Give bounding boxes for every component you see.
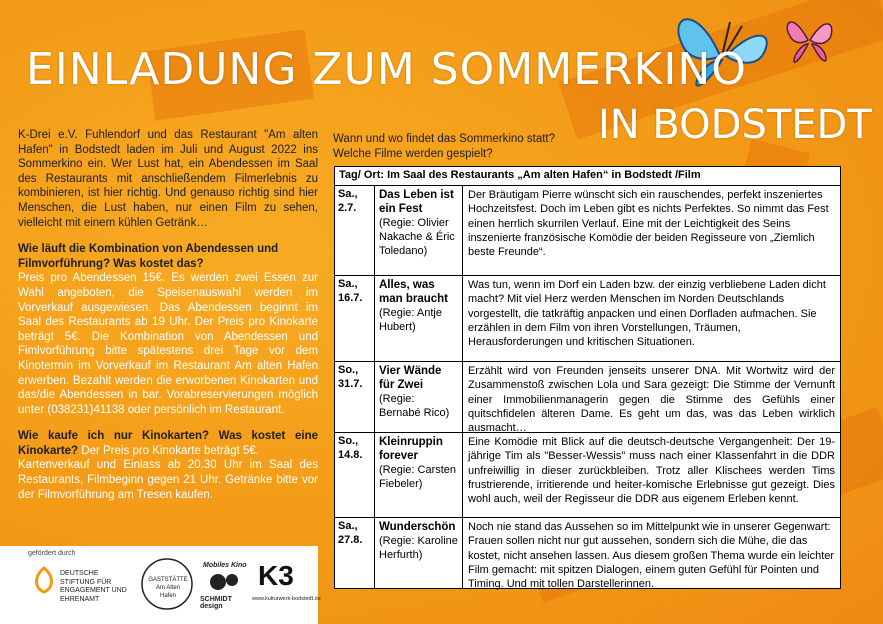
sponsor-website[interactable]: www.kulturwerk-bodstedt.de	[252, 596, 321, 602]
answer-tickets-price: Der Preis pro Kinokarte beträgt 5€.	[78, 444, 259, 457]
table-row	[335, 518, 840, 591]
table-row	[335, 362, 840, 433]
answer-combination: Preis pro Abendessen 15€. Es werden zwei Essen zur Wahl angeboten, die Speisenauswahl werden im Vorverkauf ausgewiesen. Das Abendessen beginnt im Saal des Restaurants ab 19 Uhr. Der Preis pro Kinokarte beträgt 5€. Die Kombination von Abendessen und Fimlvorführung bitte spätestens drei Tage vor dem Kinotermin im Vorverkauf im Restaurant Am alten Hafen erwerben. Bezahlt werden die erworbenen Kinokarten und das/die Abendessen in bar. Vorabreservierungen möglich unter (038231)41138 oder persönlich im Restaurant.	[18, 272, 318, 416]
stiftung-logo-icon	[32, 566, 56, 594]
sponsor-mobiles-kino: Mobiles Kino	[203, 562, 247, 569]
film-title: Das Leben ist ein Fest	[379, 189, 454, 215]
film-schedule-table	[334, 166, 841, 589]
question-combination: Wie läuft die Kombination von Abendessen und Filmvorführung? Was kostet das?	[18, 243, 279, 270]
film-description: Erzählt wird von Freunden jenseits unserer DNA. Mit Wortwitz wird der Zusammenstoß zwischen Lola und Sara gezeigt: Die Stimme der Vernunft einer Immobilienmanagerin gegen die Stimme des Gefühls einer quitschfidelen älteren Dame. Es geht um das, was das Leben wirklich ausmacht…	[468, 365, 835, 435]
sponsor-gaststaette: GASTSTÄTTE Am Alten Hafen	[148, 577, 188, 599]
table-row	[335, 433, 840, 518]
film-director: (Regie: Karoline Herfurth)	[379, 535, 458, 561]
film-director: (Regie: Olivier Nakache & Éric Toledano)	[379, 217, 455, 257]
question-tickets: Wie kaufe ich nur Kinokarten? Was kostet eine Kinokarte?	[18, 430, 318, 457]
film-director: (Regie: Bernabé Rico)	[379, 393, 450, 419]
row-date: So., 14.8.	[335, 433, 375, 517]
table-row	[335, 186, 840, 276]
question-films: Welche Filme werden gespielt?	[333, 147, 493, 160]
row-date: Sa., 27.8.	[335, 518, 375, 588]
film-description: Was tun, wenn im Dorf ein Laden bzw. der einzig verbliebene Laden dicht macht? Mit viel Herz werden Menschen im Norden Deutschlands vorgestellt, die tatkräftig anpacken und einen Dorfladen aufmachen. Sie erzählen in dem Film von ihren Vorstellungen, Träumen, Herausforderungen und kritischen Situationen.	[468, 279, 826, 349]
film-director: (Regie: Carsten Fiebeler)	[379, 464, 457, 490]
row-date: Sa., 16.7.	[335, 276, 375, 361]
butterfly-pink-icon	[782, 10, 836, 70]
sponsor-k3: K3	[258, 560, 294, 591]
film-title: Wunderschön	[379, 521, 456, 533]
film-director: (Regie: Antje Hubert)	[379, 307, 442, 333]
sponsor-schmidt-design: SCHMIDT design	[200, 596, 232, 610]
table-row	[335, 276, 840, 362]
answer-tickets: Kartenverkauf und Einlass ab 20.30 Uhr im Saal des Restaurants, Filmbeginn gegen 21 Uhr. Getränke bitte vor der Filmvorführung am Tresen kaufen.	[18, 459, 318, 501]
intro-text: K-Drei e.V. Fuhlendorf und das Restaurant "Am alten Hafen" in Bodstedt laden im Juli und August 2022 ins Sommerkino ein. Wer Lust hat, ein Abendessen im Saal des Restaurants mit anschließendem Filmerlebnis zu kombinieren, ist hier richtig. Und genauso richtig sind hier Menschen, die Lust haben, nur einen Film zu sehen, vielleicht mit einem kühlen Getränk…	[18, 129, 318, 229]
row-date: So., 31.7.	[335, 362, 375, 432]
table-header: Tag/ Ort: Im Saal des Restaurants „Am alten Hafen“ in Bodstedt /Film	[335, 167, 840, 186]
film-description: Noch nie stand das Aussehen so im Mittelpunkt wie in unserer Gegenwart: Frauen sollen nicht nur gut aussehen, sondern sich die Mühe, die das kostet, nicht ansehen lassen. Aus diesem großen Thema wurde ein leichter Film gemacht: mit spitzen Dialogen, einem guten Gefühl für Pointen und Timing. Und mit tollen Darstellerinnen.	[468, 521, 835, 591]
film-description: Der Bräutigam Pierre wünscht sich ein rauschendes, perfekt inszeniertes Hochzeitsfest. Doch im Leben gibt es nichts Perfektes. So nimmt das Fest einen herrlich skurrilen Verlauf. Eine mit der Leichtigkeit des Seins inszenierte französische Komödie der beiden Regisseure von „Ziemlich beste Freunde“.	[468, 189, 829, 259]
film-description: Eine Komödie mit Blick auf die deutsch-deutsche Vergangenheit: Der 19-jährige Tim als "Besser-Wessis" muss nach einer Klassenfahrt in die DDR unfreiwillig in dieser zurückbleiben. Trotz aller Klischees werden Tims frustrierende, irritierende und heiter-komische Erlebnisse gut gezeigt. Dies wohl auch, weil der Regisseur die DDR aus eigenem Erleben kennt.	[468, 436, 835, 506]
film-title: Kleinruppin forever	[379, 436, 443, 462]
film-title: Alles, was man braucht	[379, 279, 449, 305]
info-column	[18, 128, 318, 514]
question-where: Wann und wo findet das Sommerkino statt?	[333, 133, 556, 145]
film-reel-icon	[208, 572, 240, 592]
sponsor-label: gefördert durch	[28, 550, 76, 557]
page-title-line2: IN BODSTEDT	[598, 102, 872, 148]
page-title: EINLADUNG ZUM SOMMERKINO	[26, 44, 747, 95]
sponsor-stiftung: DEUTSCHE STIFTUNG FÜR ENGAGEMENT UND EHRENAMT	[60, 570, 127, 603]
schedule-questions	[333, 132, 555, 161]
row-date: Sa., 2.7.	[335, 186, 375, 275]
film-title: Vier Wände für Zwei	[379, 365, 442, 391]
